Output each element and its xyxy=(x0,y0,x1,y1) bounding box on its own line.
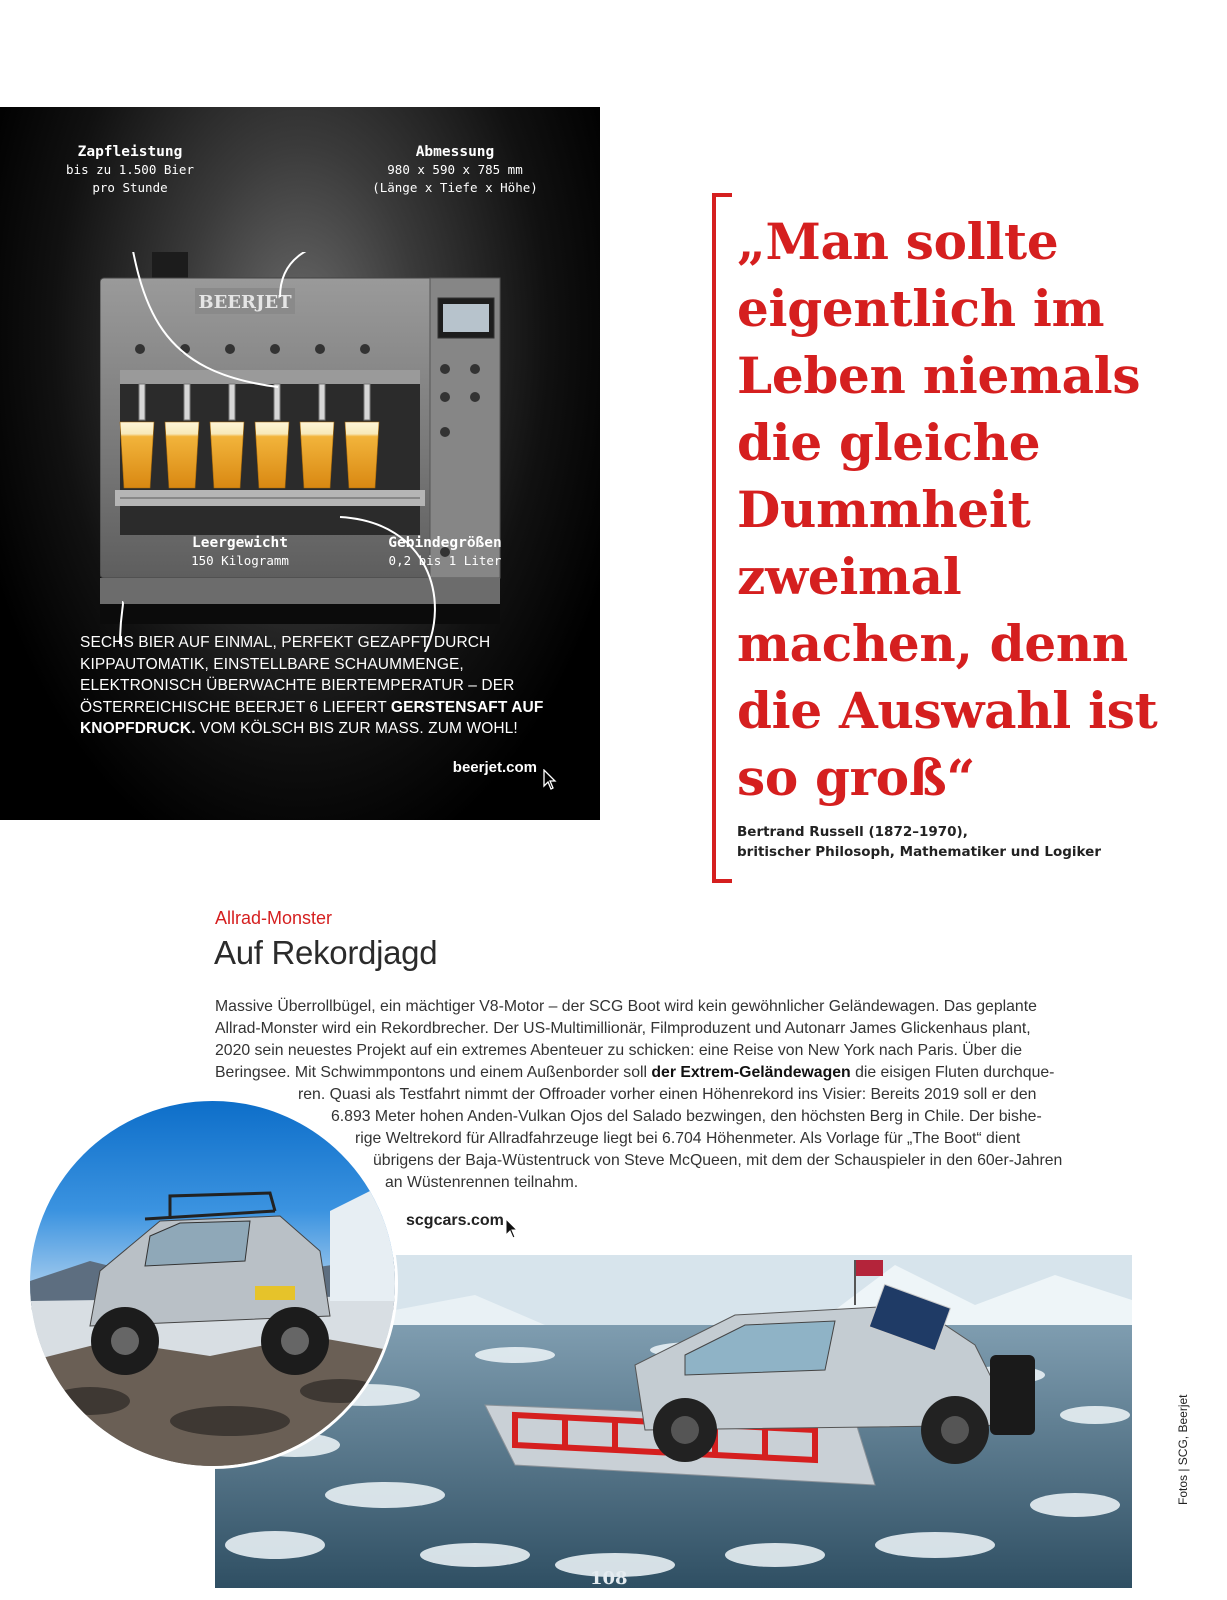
article-line: 2020 sein neuestes Projekt auf ein extremes Abenteuer zu schicken: eine Reise von New York nach Paris. Über die xyxy=(215,1042,1022,1059)
article-line: rige Weltrekord für Allradfahrzeuge liegt bei 6.704 Höhenmeter. Als Vorlage für „The Boot“ dient xyxy=(355,1130,1021,1147)
quote-attribution xyxy=(737,822,1197,862)
article-kicker: Allrad-Monster xyxy=(215,908,333,928)
cursor-pointer-icon xyxy=(543,769,557,791)
beer-tap-machine-illustration xyxy=(100,252,510,652)
article-line: übrigens der Baja-Wüstentruck von Steve McQueen, mit dem der Schauspieler in den 60er-Jahren xyxy=(373,1152,1063,1169)
scg-boot-mountain-photo xyxy=(27,1098,398,1469)
article-text: Beringsee. Mit Schwimmpontons und einem Außenborder soll xyxy=(215,1064,652,1081)
spec-zapfleistung xyxy=(50,143,210,197)
spec-value: 980 x 590 x 785 mm xyxy=(387,162,523,177)
article-line xyxy=(215,1062,1054,1084)
spec-value: 150 Kilogramm xyxy=(191,553,289,568)
cursor-pointer-icon xyxy=(505,1218,519,1240)
scg-boot-mountain-illustration xyxy=(30,1101,395,1466)
spec-value: 0,2 bis 1 Liter xyxy=(388,553,502,568)
spec-value: bis zu 1.500 Bier xyxy=(66,162,194,177)
spec-title: Leergewicht xyxy=(191,535,289,551)
spec-title: Gebindegrößen xyxy=(388,535,502,551)
article-line: Massive Überrollbügel, ein mächtiger V8-Motor – der SCG Boot wird kein gewöhnlicher Geländewagen. Das geplante xyxy=(215,998,1037,1015)
article-line: ren. Quasi als Testfahrt nimmt der Offroader vorher einen Höhenrekord ins Visier: Bereits 2019 soll er den xyxy=(298,1086,1037,1103)
page-number: 108 xyxy=(590,1568,628,1589)
quote-bracket xyxy=(712,193,732,883)
spec-title: Abmessung xyxy=(415,144,495,160)
spec-abmessung xyxy=(355,143,555,197)
spec-value: (Länge x Tiefe x Höhe) xyxy=(372,180,538,195)
brand-logo: BEERJET xyxy=(198,292,292,313)
spec-gebindegroessen xyxy=(370,534,520,570)
ad-copy-part: SECHS BIER AUF EINMAL, PERFEKT GEZAPFT DURCH KIPPAUTOMATIK, EINSTELLBARE SCHAUMMENGE, ELEKTRONISCH ÜBERWACHTE BIERTEMPERATUR – DER ÖSTERREICHISCHE BEERJET 6 LIEFERT xyxy=(80,634,515,716)
spec-value: pro Stunde xyxy=(92,180,168,195)
beerjet-ad xyxy=(0,107,600,820)
article-headline: Auf Rekordjagd xyxy=(214,934,438,971)
article-line: an Wüstenrennen teilnahm. xyxy=(385,1174,579,1191)
quote-author-description: britischer Philosoph, Mathematiker und Logiker xyxy=(737,844,1101,860)
article-bold-phrase: der Extrem-Geländewagen xyxy=(651,1064,851,1081)
ad-copy-text xyxy=(80,632,560,740)
pull-quote: „Man sollte eigentlich im Leben niemals die gleiche Dummheit zweimal machen, denn die Auswahl ist so groß“ xyxy=(737,212,1158,807)
ad-copy-bold: GERSTENSAFT AUF KNOPFDRUCK. xyxy=(80,698,544,737)
spec-leergewicht xyxy=(170,534,310,570)
ad-copy-part: VOM KÖLSCH BIS ZUR MASS. ZUM WOHL! xyxy=(195,720,518,737)
article-line: 6.893 Meter hohen Anden-Vulkan Ojos del Salado bezwingen, den höchsten Berg in Chile. Der bishe- xyxy=(331,1108,1042,1125)
beerjet-link[interactable]: beerjet.com xyxy=(452,759,537,776)
scgcars-link[interactable]: scgcars.com xyxy=(406,1212,504,1229)
article-line: Allrad-Monster wird ein Rekordbrecher. Der US-Multimillionär, Filmproduzent und Autonarr James Glickenhaus plant, xyxy=(215,1020,1031,1037)
photo-credit: Fotos | SCG, Beerjet xyxy=(1176,1394,1190,1505)
quote-author: Bertrand Russell (1872–1970), xyxy=(737,824,968,840)
article-text: die eisigen Fluten durchque- xyxy=(850,1064,1055,1081)
spec-title: Zapfleistung xyxy=(77,144,183,160)
